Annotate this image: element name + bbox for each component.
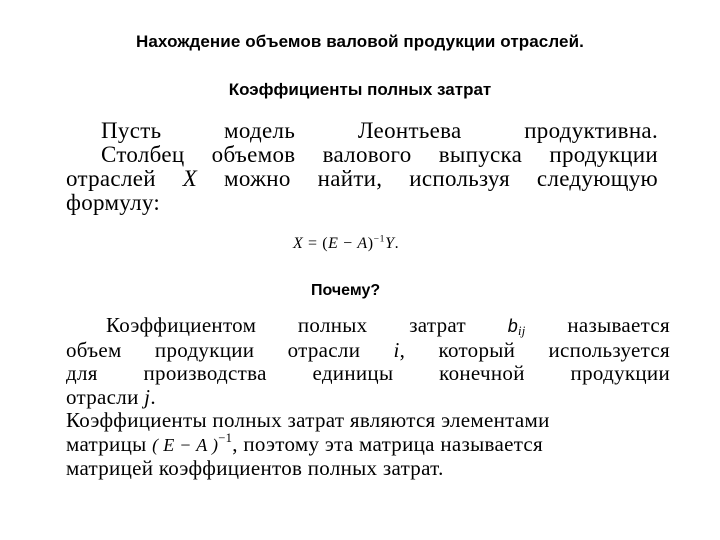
intro-paragraph — [66, 119, 658, 215]
leontief-formula — [293, 235, 399, 253]
question-text: Почему? — [311, 282, 381, 299]
variable-x: X — [182, 166, 198, 191]
definition-paragraph — [66, 314, 670, 481]
definition-line-3: для производства единицы конечной продукции — [66, 361, 670, 385]
formula-eq: = ( — [303, 235, 329, 252]
formula-close: ) — [367, 235, 374, 252]
formula-e: E — [328, 235, 339, 252]
intro-line-3-start: отраслей — [66, 166, 183, 191]
intro-line-3 — [66, 167, 658, 191]
def-l4-end: . — [150, 384, 156, 409]
formula-x: X — [293, 235, 304, 252]
slide-subtitle: Коэффициенты полных затрат — [228, 80, 492, 99]
def-l1-end: называется — [525, 313, 670, 337]
definition-line-2 — [66, 339, 670, 363]
intro-line-3-end: можно найти, используя следующую — [197, 166, 659, 191]
slide-title: Нахождение объемов валовой продукции отраслей. — [136, 32, 584, 51]
definition-line-1 — [66, 314, 670, 339]
def-l6-start: матрицы — [66, 431, 153, 456]
matrix-exponent: −1 — [218, 430, 233, 445]
matrix-expression: ( E − A ) — [152, 434, 219, 455]
formula-y: Y — [385, 235, 395, 252]
def-l2-start: объем продукции отрасли — [66, 337, 394, 362]
def-l1-start: Коэффициентом полных затрат — [106, 313, 508, 337]
def-l4-start: отрасли — [66, 384, 145, 409]
formula-end: . — [394, 235, 400, 252]
variable-b: b — [507, 316, 518, 336]
variable-i: i — [393, 337, 400, 362]
def-l2-end: , который используется — [399, 337, 670, 362]
formula-minus: − — [338, 235, 358, 252]
definition-line-6 — [66, 430, 670, 458]
variable-j: j — [144, 384, 151, 409]
formula-exponent: −1 — [373, 233, 386, 245]
definition-line-7: матрицей коэффициентов полных затрат. — [66, 456, 444, 480]
definition-line-4 — [66, 386, 670, 410]
variable-b-subscript: ij — [518, 324, 526, 339]
intro-line-1: Пусть модель Леонтьева продуктивна. — [101, 118, 658, 143]
intro-line-4: формулу: — [66, 190, 161, 215]
formula-a: A — [357, 235, 368, 252]
definition-line-5: Коэффициенты полных затрат являются элементами — [66, 408, 550, 432]
def-l6-end: , поэтому эта матрица называется — [232, 431, 544, 456]
intro-line-2: Столбец объемов валового выпуска продукции — [101, 142, 658, 167]
